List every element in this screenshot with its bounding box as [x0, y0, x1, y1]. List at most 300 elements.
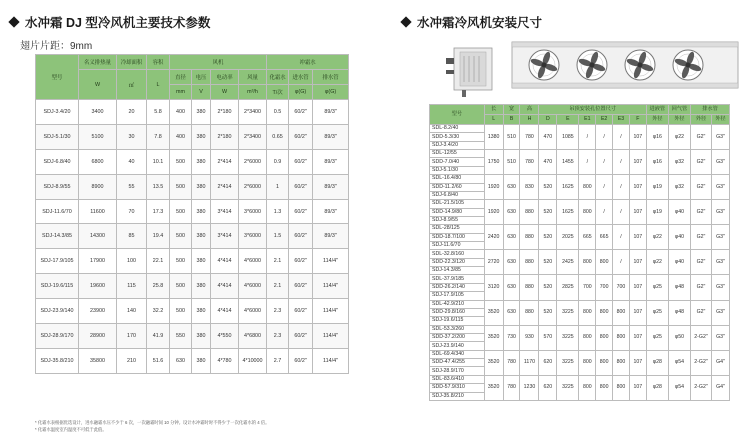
cell-E3: 800 — [613, 325, 630, 350]
cell-volume: 51.6 — [147, 348, 170, 373]
cell-inlet-od: φ25 — [646, 300, 668, 325]
cell-return-od: φ22 — [668, 125, 690, 150]
header-width: 宽 — [503, 105, 520, 115]
cell-model: SDJ-17.9/105 — [430, 292, 485, 300]
cell-width: 630 — [503, 175, 520, 200]
cell-area: 140 — [117, 299, 147, 324]
cell-D: 520 — [539, 250, 557, 275]
cell-inlet-od: φ22 — [646, 225, 668, 250]
cell-D: 570 — [539, 325, 557, 350]
cell-volume: 7.8 — [147, 124, 170, 149]
cell-drain-od-1: G2" — [690, 200, 711, 225]
cell-power: 2*414 — [211, 174, 239, 199]
header-col-E2: E2 — [596, 115, 613, 125]
right-section-title — [402, 13, 542, 31]
cell-diameter: 400 — [170, 100, 192, 125]
cell-return-od: φ32 — [668, 150, 690, 175]
cell-model: SDD-7.0/40 — [430, 158, 485, 166]
cell-width: 510 — [503, 150, 520, 175]
cell-height: 880 — [520, 250, 539, 275]
cell-volume: 5.8 — [147, 100, 170, 125]
cell-E: 1625 — [557, 175, 579, 200]
table-row — [36, 100, 349, 125]
cell-F: 107 — [629, 300, 646, 325]
cell-inlet: 60/2" — [289, 249, 313, 274]
cell-diameter: 500 — [170, 199, 192, 224]
cell-volume: 22.1 — [147, 249, 170, 274]
cell-heat: 35800 — [79, 348, 117, 373]
cell-F: 107 — [629, 225, 646, 250]
cell-D: 620 — [539, 350, 557, 375]
cell-diameter: 500 — [170, 224, 192, 249]
table-row — [430, 275, 730, 283]
cell-voltage: 380 — [192, 174, 211, 199]
cell-model: SDL-37.9/185 — [430, 275, 485, 283]
cell-outlet: 114/4" — [313, 274, 349, 299]
cell-D: 620 — [539, 375, 557, 400]
cell-inlet: 60/2" — [289, 199, 313, 224]
cell-E1: 800 — [579, 350, 596, 375]
cell-power: 4*550 — [211, 324, 239, 349]
cell-F: 107 — [629, 325, 646, 350]
cell-power: 4*780 — [211, 348, 239, 373]
cell-airflow: 2*3400 — [239, 100, 267, 125]
cell-model: SDJ-23.9/140 — [430, 342, 485, 350]
cell-inlet: 60/2" — [289, 299, 313, 324]
cell-model: SDD-37.2/200 — [430, 333, 485, 341]
cell-F: 107 — [629, 350, 646, 375]
cell-inlet-od: φ25 — [646, 325, 668, 350]
unit-voltage: V — [192, 85, 211, 100]
cell-model: SDJ-3.4/20 — [36, 100, 79, 125]
header-drain-od-2: 外径 — [712, 115, 730, 125]
cell-model: SDD-18.7/100 — [430, 233, 485, 241]
cell-airflow: 4*6000 — [239, 274, 267, 299]
unit-airflow: m³/h — [239, 85, 267, 100]
cell-volume: 19.4 — [147, 224, 170, 249]
fan-icon — [529, 50, 559, 80]
table-row — [430, 150, 730, 158]
cell-area: 55 — [117, 174, 147, 199]
cell-heat: 14300 — [79, 224, 117, 249]
cell-E2: / — [596, 175, 613, 200]
cell-length: 1750 — [484, 150, 503, 175]
cell-airflow: 2*6000 — [239, 149, 267, 174]
cell-volume: 32.2 — [147, 299, 170, 324]
cell-area: 85 — [117, 224, 147, 249]
cell-drain-od-2: G3" — [712, 225, 730, 250]
cell-voltage: 380 — [192, 299, 211, 324]
cell-volume: 17.3 — [147, 199, 170, 224]
cell-E: 1085 — [557, 125, 579, 150]
cell-power: 3*414 — [211, 224, 239, 249]
cell-heat: 23900 — [79, 299, 117, 324]
right-title-text: 水冲霜冷风机安装尺寸 — [417, 16, 543, 30]
table-row — [36, 149, 349, 174]
cell-model: SDL-12/55 — [430, 150, 485, 158]
cell-area: 100 — [117, 249, 147, 274]
cell-flow: 1.5 — [267, 224, 289, 249]
unit-diameter: mm — [170, 85, 192, 100]
installation-dimensions-table — [429, 104, 730, 401]
cell-E: 3225 — [557, 350, 579, 375]
cell-drain-od-1: G2" — [690, 150, 711, 175]
cell-height: 930 — [520, 325, 539, 350]
cell-voltage: 380 — [192, 100, 211, 125]
cell-flow: 0.5 — [267, 100, 289, 125]
cell-drain-od-2: G3" — [712, 175, 730, 200]
cell-area: 170 — [117, 324, 147, 349]
cell-flow: 2.1 — [267, 274, 289, 299]
cell-model: SDJ-5.1/30 — [430, 166, 485, 174]
cell-inlet-od: φ16 — [646, 125, 668, 150]
cell-width: 630 — [503, 200, 520, 225]
cell-model: SDD-14.9/80 — [430, 208, 485, 216]
cell-height: 880 — [520, 200, 539, 225]
cell-width: 630 — [503, 300, 520, 325]
table-row — [36, 224, 349, 249]
cell-return-od: φ48 — [668, 275, 690, 300]
cell-diameter: 500 — [170, 174, 192, 199]
cell-flow: 1.3 — [267, 199, 289, 224]
cell-heat: 19600 — [79, 274, 117, 299]
cell-width: 510 — [503, 125, 520, 150]
cell-area: 40 — [117, 149, 147, 174]
unit-inlet: φ(G) — [289, 85, 313, 100]
cell-height: 1170 — [520, 350, 539, 375]
cell-heat: 17900 — [79, 249, 117, 274]
cell-area: 70 — [117, 199, 147, 224]
cell-E: 3225 — [557, 325, 579, 350]
cell-power: 3*414 — [211, 199, 239, 224]
cell-drain-od-2: G3" — [712, 125, 730, 150]
cell-model: SDJ-5.1/30 — [36, 124, 79, 149]
cell-model: SDJ-14.3/85 — [430, 267, 485, 275]
cell-E1: 665 — [579, 225, 596, 250]
cell-voltage: 380 — [192, 324, 211, 349]
table-row — [36, 274, 349, 299]
cell-heat: 5100 — [79, 124, 117, 149]
cell-model: SDJ-8.9/55 — [430, 216, 485, 224]
cell-model: SDD-5.3/30 — [430, 133, 485, 141]
cell-height: 880 — [520, 300, 539, 325]
cell-E: 3225 — [557, 300, 579, 325]
cell-inlet: 60/2" — [289, 224, 313, 249]
header-length: 长 — [484, 105, 503, 115]
cell-voltage: 380 — [192, 274, 211, 299]
cell-inlet-od: φ28 — [646, 375, 668, 400]
cell-drain-od-1: 2-G2" — [690, 325, 711, 350]
cell-width: 780 — [503, 350, 520, 375]
cell-outlet: 89/3" — [313, 100, 349, 125]
cell-model: SDD-47.4/255 — [430, 359, 485, 367]
cell-return-od: φ32 — [668, 175, 690, 200]
cell-drain-od-2: G3" — [712, 325, 730, 350]
table-row — [36, 299, 349, 324]
cell-E1: 800 — [579, 250, 596, 275]
cell-model: SDJ-6.8/40 — [430, 191, 485, 199]
header-voltage: 电压 — [192, 70, 211, 85]
cell-model: SDJ-3.4/20 — [430, 141, 485, 149]
cell-model: SDJ-28.9/170 — [430, 367, 485, 375]
cell-drain-od-1: G2" — [690, 275, 711, 300]
cell-E3: / — [613, 200, 630, 225]
cell-E3: / — [613, 150, 630, 175]
cell-flow: 1 — [267, 174, 289, 199]
unit-area: ㎡ — [117, 70, 147, 100]
cell-model: SDJ-11.6/70 — [36, 199, 79, 224]
cell-E2: 665 — [596, 225, 613, 250]
cell-model: SDD-26.2/140 — [430, 283, 485, 291]
footnote — [35, 419, 348, 433]
table-row — [430, 375, 730, 383]
cell-diameter: 500 — [170, 249, 192, 274]
cell-length: 2720 — [484, 250, 503, 275]
cell-E2: / — [596, 200, 613, 225]
header-inlet-od: 外径 — [646, 115, 668, 125]
table-row — [430, 300, 730, 308]
cell-E2: 800 — [596, 250, 613, 275]
header-flow: 化霜水 — [267, 70, 289, 85]
cell-model: SDL-83.6/410 — [430, 375, 485, 383]
cell-model: SDL-28/125 — [430, 225, 485, 233]
cell-diameter: 500 — [170, 149, 192, 174]
cell-area: 30 — [117, 124, 147, 149]
cell-model: SDJ-19.6/115 — [430, 317, 485, 325]
cell-drain-od-2: G3" — [712, 275, 730, 300]
cell-model: SDL-42.9/210 — [430, 300, 485, 308]
cell-E3: 700 — [613, 275, 630, 300]
cell-airflow: 2*6000 — [239, 174, 267, 199]
header-model: 型号 — [36, 55, 79, 100]
header-col-F: F — [629, 115, 646, 125]
cell-model: SDL-69.4/340 — [430, 350, 485, 358]
cell-width: 730 — [503, 325, 520, 350]
cell-flow: 0.9 — [267, 149, 289, 174]
cell-inlet-od: φ28 — [646, 350, 668, 375]
cell-E: 2825 — [557, 275, 579, 300]
left-title-text: 水冲霜 DJ 型冷风机主要技术参数 — [25, 16, 211, 30]
cell-diameter: 630 — [170, 348, 192, 373]
cell-model: SDD-11.2/60 — [430, 183, 485, 191]
cell-inlet: 60/2" — [289, 100, 313, 125]
cell-diameter: 400 — [170, 124, 192, 149]
cell-flow: 2.1 — [267, 249, 289, 274]
cell-diameter: 500 — [170, 299, 192, 324]
cell-inlet-od: φ16 — [646, 150, 668, 175]
cell-power: 2*414 — [211, 149, 239, 174]
header-col-E1: E1 — [579, 115, 596, 125]
cell-inlet: 60/2" — [289, 149, 313, 174]
cell-width: 630 — [503, 250, 520, 275]
cell-heat: 11600 — [79, 199, 117, 224]
air-cooler-unit-drawing — [440, 36, 740, 100]
cell-height: 780 — [520, 150, 539, 175]
table-row — [430, 350, 730, 358]
cell-E2: 800 — [596, 325, 613, 350]
cell-area: 210 — [117, 348, 147, 373]
cell-inlet-od: φ22 — [646, 250, 668, 275]
cell-drain-od-1: G2" — [690, 125, 711, 150]
cell-E3: / — [613, 225, 630, 250]
cell-airflow: 4*10000 — [239, 348, 267, 373]
cell-outlet: 114/4" — [313, 299, 349, 324]
header-volume: 容积 — [147, 55, 170, 70]
cell-flow: 2.7 — [267, 348, 289, 373]
cell-airflow: 4*6800 — [239, 324, 267, 349]
cell-length: 3520 — [484, 350, 503, 375]
cell-volume: 10.1 — [147, 149, 170, 174]
cell-outlet: 114/4" — [313, 249, 349, 274]
header-return-od: 外径 — [668, 115, 690, 125]
cell-E: 3225 — [557, 375, 579, 400]
cell-voltage: 380 — [192, 199, 211, 224]
cell-drain-od-2: G3" — [712, 300, 730, 325]
cell-drain-od-1: G2" — [690, 225, 711, 250]
table-row — [430, 250, 730, 258]
header-power: 电动率 — [211, 70, 239, 85]
cell-width: 780 — [503, 375, 520, 400]
cell-model: SDJ-35.8/210 — [36, 348, 79, 373]
cell-F: 107 — [629, 250, 646, 275]
cell-return-od: φ50 — [668, 325, 690, 350]
cell-heat: 6800 — [79, 149, 117, 174]
cell-E1: 800 — [579, 200, 596, 225]
cell-length: 3120 — [484, 275, 503, 300]
cell-diameter: 550 — [170, 324, 192, 349]
cell-D: 520 — [539, 300, 557, 325]
cell-F: 107 — [629, 275, 646, 300]
cell-outlet: 89/3" — [313, 174, 349, 199]
fin-spacing-label: 翅片片距：9mm — [20, 41, 93, 52]
cell-E: 2425 — [557, 250, 579, 275]
cell-volume: 13.5 — [147, 174, 170, 199]
cell-length: 1380 — [484, 125, 503, 150]
cell-width: 630 — [503, 275, 520, 300]
cell-E1: / — [579, 125, 596, 150]
cell-E3: 800 — [613, 375, 630, 400]
header-area: 冷却面积 — [117, 55, 147, 70]
header-col-E3: E3 — [613, 115, 630, 125]
table-row — [36, 124, 349, 149]
cell-model: SDL-16.4/80 — [430, 175, 485, 183]
table-row — [430, 325, 730, 333]
cell-heat: 8900 — [79, 174, 117, 199]
cell-model: SDJ-6.8/40 — [36, 149, 79, 174]
cell-F: 107 — [629, 150, 646, 175]
unit-side-view — [446, 48, 492, 97]
cell-outlet: 89/3" — [313, 224, 349, 249]
cell-airflow: 4*6000 — [239, 249, 267, 274]
cell-return-od: φ54 — [668, 350, 690, 375]
cell-E1: 800 — [579, 325, 596, 350]
cell-E: 1625 — [557, 200, 579, 225]
cell-E3: / — [613, 125, 630, 150]
header-airflow: 风量 — [239, 70, 267, 85]
cell-E2: 700 — [596, 275, 613, 300]
cell-F: 107 — [629, 175, 646, 200]
cell-return-od: φ48 — [668, 300, 690, 325]
table-row — [36, 174, 349, 199]
cell-drain-od-2: G4" — [712, 350, 730, 375]
cell-heat: 28900 — [79, 324, 117, 349]
cell-drain-od-1: G2" — [690, 175, 711, 200]
cell-power: 4*414 — [211, 299, 239, 324]
cell-outlet: 114/4" — [313, 348, 349, 373]
cell-flow: 0.65 — [267, 124, 289, 149]
cell-model: SDJ-35.8/210 — [430, 392, 485, 400]
cell-inlet: 60/2" — [289, 174, 313, 199]
table-row — [430, 200, 730, 208]
cell-height: 780 — [520, 125, 539, 150]
cell-inlet: 60/2" — [289, 124, 313, 149]
cell-E3: 800 — [613, 350, 630, 375]
cell-E2: 800 — [596, 375, 613, 400]
cell-power: 4*414 — [211, 249, 239, 274]
cell-inlet-od: φ25 — [646, 275, 668, 300]
cell-model: SDJ-8.9/55 — [36, 174, 79, 199]
cell-E2: / — [596, 125, 613, 150]
cell-E2: 800 — [596, 350, 613, 375]
cell-F: 107 — [629, 125, 646, 150]
cell-drain-od-1: G2" — [690, 300, 711, 325]
cell-height: 830 — [520, 175, 539, 200]
cell-voltage: 380 — [192, 149, 211, 174]
cell-height: 880 — [520, 225, 539, 250]
cell-area: 115 — [117, 274, 147, 299]
cell-E3: 800 — [613, 300, 630, 325]
cell-D: 470 — [539, 150, 557, 175]
cell-model: SDJ-17.9/105 — [36, 249, 79, 274]
cell-model: SDJ-14.3/85 — [36, 224, 79, 249]
cell-model: SDL-32.8/160 — [430, 250, 485, 258]
cell-outlet: 89/3" — [313, 149, 349, 174]
cell-flow: 2.3 — [267, 324, 289, 349]
cell-E1: 800 — [579, 175, 596, 200]
header-col-E: E — [557, 115, 579, 125]
unit-outlet: φ(G) — [313, 85, 349, 100]
cell-inlet: 60/2" — [289, 348, 313, 373]
cell-drain-od-2: G3" — [712, 150, 730, 175]
cell-power: 2*180 — [211, 124, 239, 149]
header-water: 冲霜水 — [267, 55, 349, 70]
table-row — [36, 199, 349, 224]
table-row — [36, 249, 349, 274]
cell-model: SDJ-19.6/115 — [36, 274, 79, 299]
cell-height: 880 — [520, 275, 539, 300]
cell-length: 1920 — [484, 200, 503, 225]
cell-E1: 800 — [579, 300, 596, 325]
cell-E2: 800 — [596, 300, 613, 325]
cell-return-od: φ40 — [668, 225, 690, 250]
cell-model: SDL-8.2/40 — [430, 125, 485, 133]
cell-voltage: 380 — [192, 348, 211, 373]
header-height: 高 — [520, 105, 539, 115]
cell-length: 1920 — [484, 175, 503, 200]
cell-heat: 3400 — [79, 100, 117, 125]
cell-power: 4*414 — [211, 274, 239, 299]
cell-drain-od-1: 2-G2" — [690, 350, 711, 375]
diamond-bullet-icon — [400, 16, 411, 27]
cell-diameter: 500 — [170, 274, 192, 299]
cell-inlet: 60/2" — [289, 274, 313, 299]
table-row — [430, 175, 730, 183]
cell-model: SDD-29.8/160 — [430, 308, 485, 316]
footnote-line-1: * 化霜水表根据优选设计，进水融霜水压不少于 6 次，一次融霜时间 10 分钟。设计水冲霜时时不得少于一次化霜水的 4 倍。 — [35, 420, 270, 425]
cell-area: 20 — [117, 100, 147, 125]
cell-model: SDD-22.3/120 — [430, 258, 485, 266]
cell-volume: 41.9 — [147, 324, 170, 349]
